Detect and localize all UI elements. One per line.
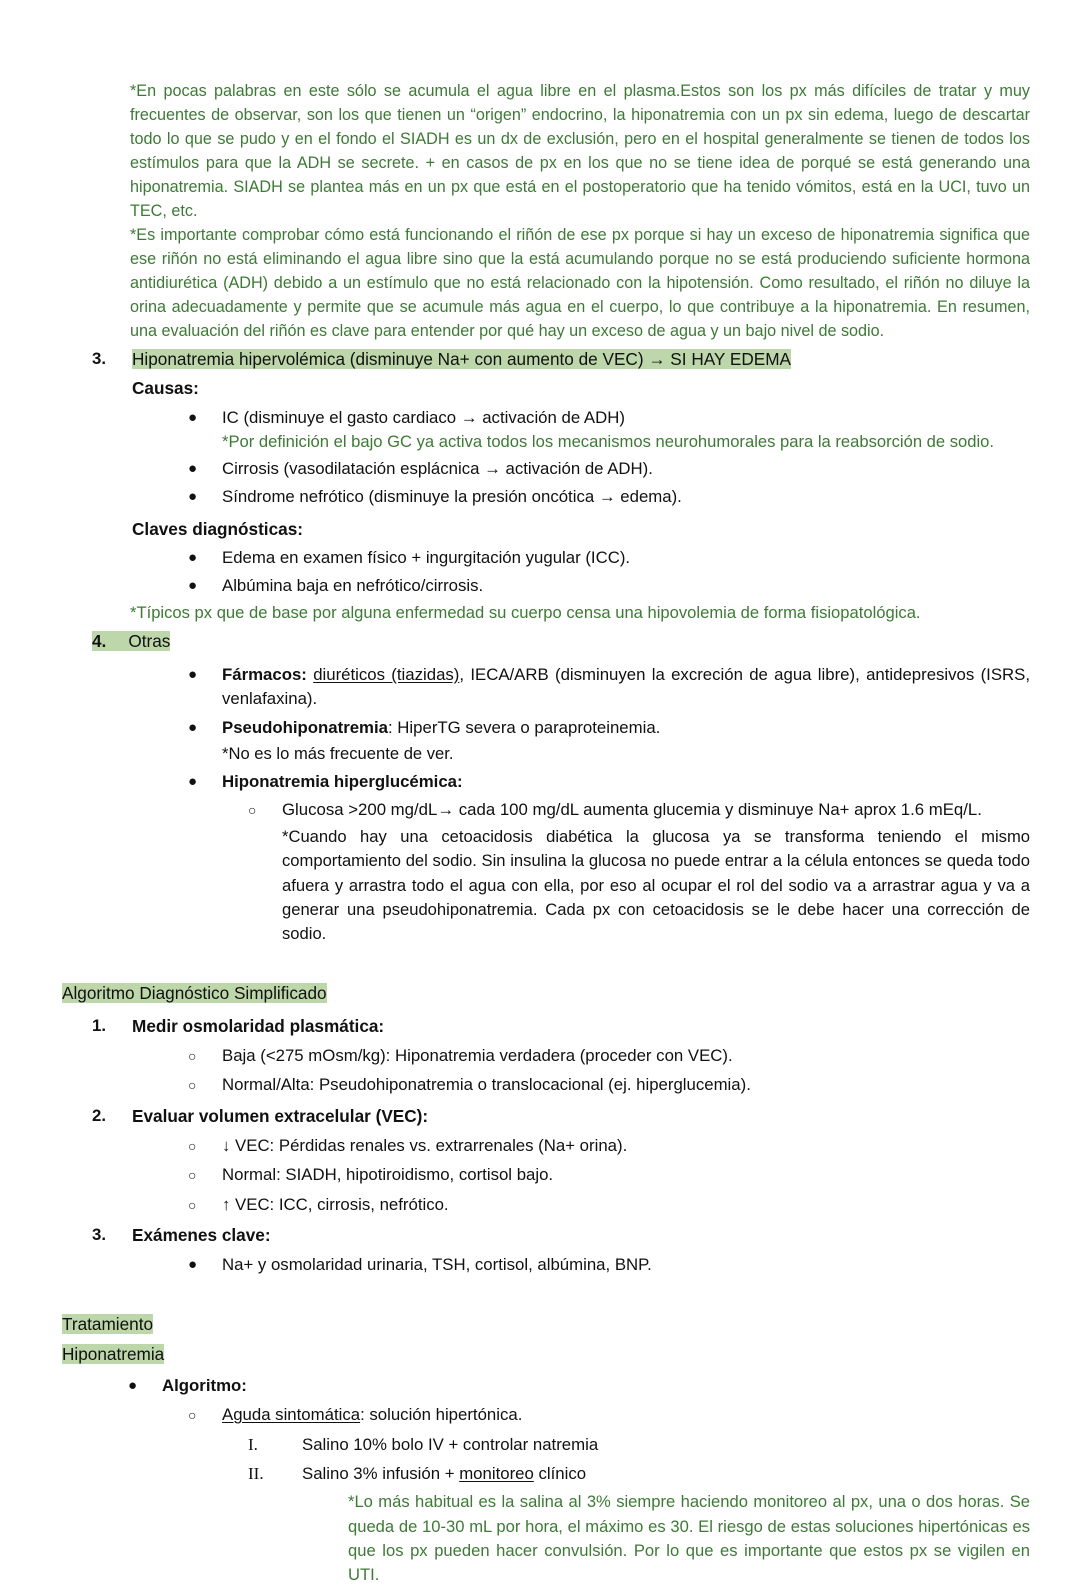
algoritmo-step-2 — [92, 1104, 1030, 1129]
pseudo-rest: : HiperTG severa o paraproteinemia. — [387, 717, 661, 737]
algoritmo-label: Algoritmo: — [162, 1375, 247, 1395]
tratamiento-heading-wrap — [62, 1312, 1030, 1338]
pseudo-label: Pseudohiponatremia — [222, 717, 388, 737]
causa-nefrotico: Síndrome nefrótico (disminuye la presión oncótica → edema). — [222, 486, 682, 506]
hollow-bullet-icon: ○ — [188, 1137, 197, 1154]
list-item — [188, 716, 1030, 741]
hiperglucemica-label: Hiponatremia hiperglucémica: — [222, 771, 463, 791]
hollow-bullet-icon: ○ — [188, 1196, 197, 1213]
item4-number: 4. — [92, 630, 107, 651]
claves-note: *Típicos px que de base por alguna enfermedad su cuerpo censa una hipovolemia de forma fisiopatológica. — [130, 603, 921, 623]
clave-edema: Edema en examen físico + ingurgitación yugular (ICC). — [222, 548, 631, 568]
note-paragraph-rinon: *Es importante comprobar cómo está funcionando el riñón de ese px porque si hay un exceso de hiponatremia significa que ese riñón no está eliminando el agua libre sino que la está acumulando porque no se está produciendo suficiente hormona antidiurética (ADH) debido a un estímulo que no está relacionado con la hipotensión. Como resultado, el riñón no diluye la orina adecuadamente y permite que se acumule más agua en el cuerpo, lo que contribuye a la hiponatremia. En resumen, una evaluación del riñón es clave para entender por qué hay un exceso de agua y un bajo nivel de sodio. — [130, 225, 1030, 340]
step3-title: Exámenes clave: — [132, 1225, 271, 1246]
step3-bullet-0: Na+ y osmolaridad urinaria, TSH, cortisol, albúmina, BNP. — [222, 1255, 652, 1275]
list-item — [188, 1403, 1030, 1428]
step2-item-0: ↓ VEC: Pérdidas renales vs. extrarrenales (Na+ orina). — [222, 1135, 628, 1155]
pseudo-row — [222, 716, 1030, 741]
hiponatremia-heading-wrap — [62, 1342, 1030, 1368]
bullet-icon: ● — [188, 718, 198, 736]
list-item — [188, 1073, 1030, 1098]
algoritmo-heading-wrap — [62, 981, 1030, 1007]
roman-ii-underlined: monitoreo — [459, 1464, 534, 1484]
aguda-underlined: Aguda sintomática — [222, 1405, 361, 1425]
claves-label: Claves diagnósticas: — [132, 518, 303, 539]
hiponatremia-heading: Hiponatremia — [62, 1343, 165, 1364]
algoritmo-step-1 — [92, 1014, 1030, 1039]
note-paragraph-siadh: *En pocas palabras en este sólo se acumula el agua libre en el plasma.Estos son los px más difíciles de tratar y muy frecuentes de observar, son los que tienen un “origen” endocrino, la hiponatremia con un px sin edema, luego de descartar todo lo que se pudo y en el fondo el SIADH es un dx de exclusión, pero en el hospital generalmente se tienen de todos los estímulos para que la ADH se secrete. + en casos de px en los que no se tiene idea de porqué se está generando una hiponatremia. SIADH se plantea más en un px que está en el postoperatorio que ha tenido vómitos, está en la UCI, tuvo un TEC, etc. — [130, 82, 1030, 220]
step2-item-1: Normal: SIADH, hipotiroidismo, cortisol bajo. — [222, 1165, 554, 1185]
roman-text-ii — [302, 1462, 1030, 1487]
list-item-4 — [92, 629, 1030, 654]
pseudo-note: *No es lo más frecuente de ver. — [222, 744, 454, 764]
step2-number: 2. — [92, 1105, 106, 1125]
item4-title: Otras — [128, 630, 171, 651]
list-item — [188, 406, 1030, 431]
list-item — [128, 1374, 1030, 1399]
farmacos-label: Fármacos — [222, 664, 302, 684]
algoritmo-heading: Algoritmo Diagnóstico Simplificado — [62, 982, 327, 1003]
bullet-icon: ● — [188, 460, 198, 478]
glucosa-text: Glucosa >200 mg/dL→ cada 100 mg/dL aumenta glucemia y disminuye Na+ aprox 1.6 mEq/L. — [282, 800, 982, 820]
roman-ii-post: clínico — [533, 1464, 587, 1484]
bullet-icon: ● — [188, 1256, 198, 1274]
step1-item-1: Normal/Alta: Pseudohiponatremia o translocacional (ej. hiperglucemia). — [222, 1075, 751, 1095]
list-item — [188, 485, 1030, 510]
list-item — [188, 1253, 1030, 1278]
causas-note: *Por definición el bajo GC ya activa todos los mecanismos neurohumorales para la reabsorción de sodio. — [222, 432, 995, 452]
tratamiento-note: *Lo más habitual es la salina al 3% siempre haciendo monitoreo al px, una o dos horas. Se queda de 10-30 mL por hora, el máximo es 30. El riesgo de estas soluciones hipertónicas es que los px pueden hacer convulsión. Por lo que es importante que estos px se vigilen en UTI. — [348, 1492, 1030, 1585]
roman-marker-ii: II. — [248, 1464, 264, 1484]
roman-text-i: Salino 10% bolo IV + controlar natremia — [302, 1434, 599, 1454]
list-item — [188, 1193, 1030, 1218]
step1-item-0: Baja (<275 mOsm/kg): Hiponatremia verdadera (proceder con VEC). — [222, 1045, 733, 1065]
bullet-icon: ● — [128, 1376, 138, 1394]
hollow-bullet-icon: ○ — [188, 1167, 197, 1184]
list-item — [188, 1134, 1030, 1159]
list-item — [188, 663, 1030, 712]
roman-item-1 — [248, 1433, 1030, 1458]
hiperglucemica-note: *Cuando hay una cetoacidosis diabética la glucosa ya se transforma teniendo el mismo comportamiento del sodio. Sin insulina la glucosa no puede entrar a la célula entonces se queda todo afuera y arrastra todo el agua con ella, por eso al ocupar el rol del sodio va a arrastrar agua y va a generar una pseudohiponatremia. Cada px con cetoacidosis se le debe hacer una corrección de sodio. — [282, 826, 1030, 944]
farmacos-underlined: diuréticos (tiazidas) — [313, 664, 460, 684]
bullet-icon: ● — [188, 772, 198, 790]
hollow-bullet-icon: ○ — [188, 1077, 197, 1094]
list-item — [248, 798, 1030, 823]
farmacos-row: Fármacos: diuréticos (tiazidas), IECA/ARB (disminuyen la excreción de agua libre), antidepresivos (ISRS, venlafaxina). — [222, 664, 1030, 709]
item4-title-block — [92, 631, 170, 651]
roman-ii-pre: Salino 3% infusión + — [302, 1464, 460, 1484]
step1-number: 1. — [92, 1015, 106, 1035]
aguda-rest: : solución hipertónica. — [360, 1405, 523, 1425]
bullet-icon: ● — [188, 665, 198, 683]
list-item — [188, 457, 1030, 482]
hollow-bullet-icon: ○ — [188, 1407, 197, 1424]
bullet-icon: ● — [188, 487, 198, 505]
roman-marker-i: I. — [248, 1434, 258, 1454]
list-item — [188, 1044, 1030, 1069]
hollow-bullet-icon: ○ — [188, 1047, 197, 1064]
algoritmo-step-3 — [92, 1223, 1030, 1248]
causa-ic: IC (disminuye el gasto cardiaco → activación de ADH) — [222, 407, 625, 427]
hollow-bullet-icon: ○ — [248, 802, 257, 819]
aguda-row — [222, 1403, 1030, 1428]
item3-title: Hiponatremia hipervolémica (disminuye Na+ con aumento de VEC) → SI HAY EDEMA — [132, 348, 791, 369]
tratamiento-heading: Tratamiento — [62, 1313, 154, 1334]
step2-title: Evaluar volumen extracelular (VEC): — [132, 1105, 429, 1126]
list-item — [188, 574, 1030, 599]
list-item-3 — [92, 347, 1030, 372]
bullet-icon: ● — [188, 549, 198, 567]
step1-title: Medir osmolaridad plasmática: — [132, 1015, 385, 1036]
causa-cirrosis: Cirrosis (vasodilatación esplácnica → activación de ADH). — [222, 459, 653, 479]
list-item — [188, 546, 1030, 571]
roman-item-2 — [248, 1462, 1030, 1487]
bullet-icon: ● — [188, 576, 198, 594]
farmacos-rest: , IECA/ARB (disminuyen la excreción de agua libre), antidepresivos (ISRS, venlafaxina). — [222, 664, 1030, 709]
list-item — [188, 1163, 1030, 1188]
causas-label: Causas: — [132, 377, 199, 398]
clave-albumina: Albúmina baja en nefrótico/cirrosis. — [222, 575, 484, 595]
step2-item-2: ↑ VEC: ICC, cirrosis, nefrótico. — [222, 1194, 449, 1214]
item3-number: 3. — [92, 348, 106, 368]
list-item — [188, 770, 1030, 795]
step3-number: 3. — [92, 1225, 106, 1245]
bullet-icon: ● — [188, 408, 198, 426]
